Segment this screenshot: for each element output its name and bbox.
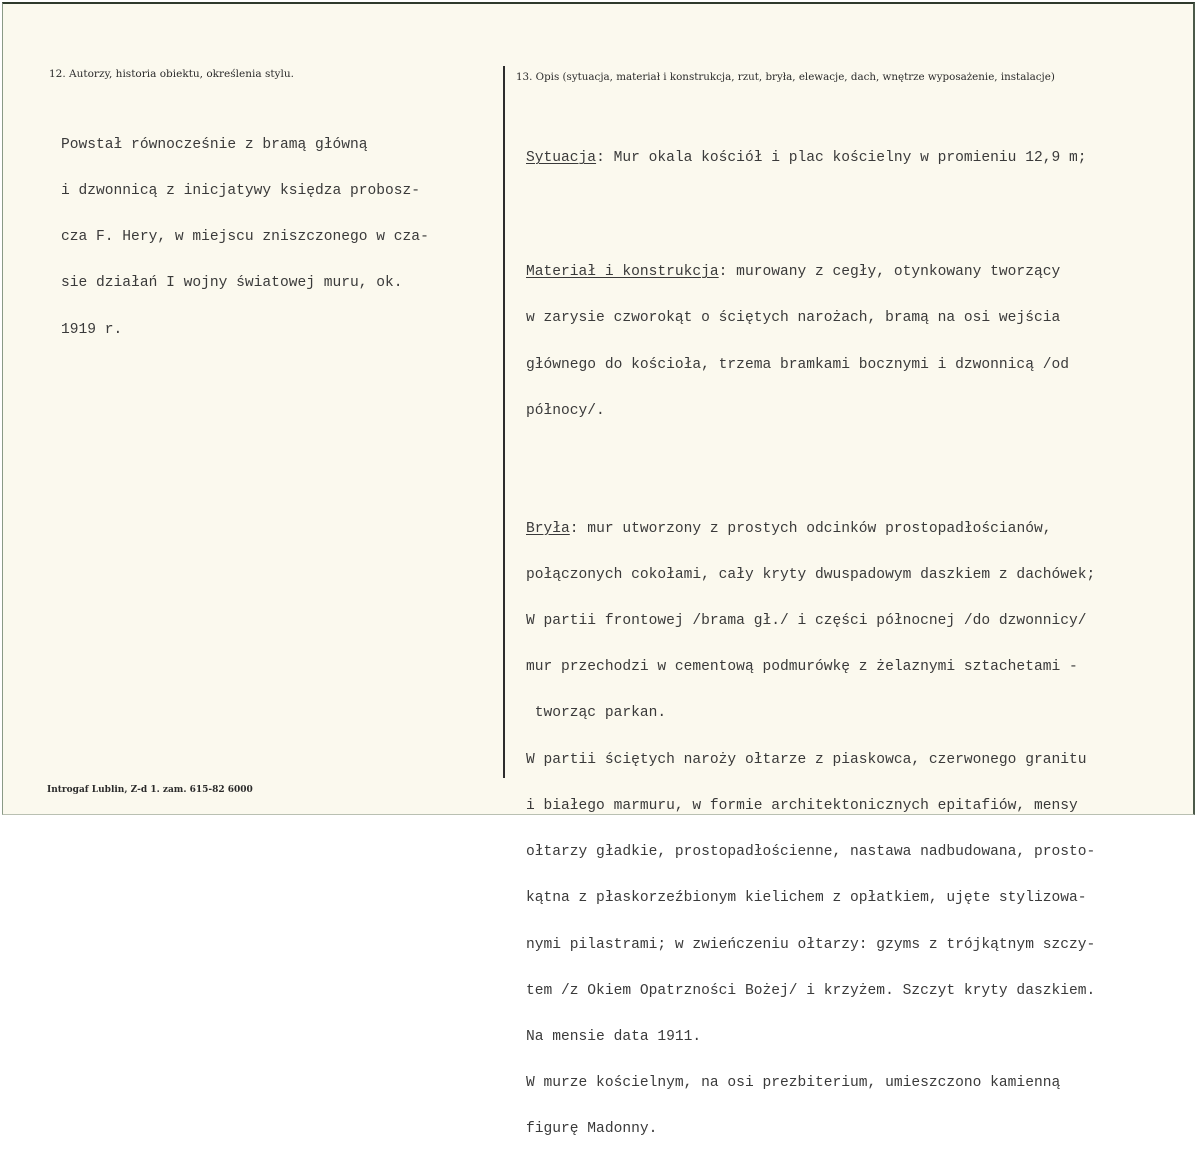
- text-line: kątna z płaskorzeźbionym kielichem z opłatkiem, ujęte stylizowa-: [526, 890, 1087, 907]
- text-line: północy/.: [526, 402, 605, 419]
- text-line: tem /z Okiem Opatrzności Bożej/ i krzyżem. Szczyt kryty daszkiem.: [526, 982, 1096, 999]
- text-line: cza F. Hery, w miejscu zniszczonego w cza-: [61, 229, 429, 246]
- text-line: figurę Madonny.: [526, 1121, 658, 1138]
- text-line: głównego do kościoła, trzema bramkami bocznymi i dzwonnicą /od: [526, 356, 1069, 373]
- printer-imprint: Introgaf Lublin, Z-d 1. zam. 615-82 6000: [47, 785, 253, 795]
- sytuacja-label: Sytuacja: [526, 150, 597, 167]
- bryla-line: [526, 522, 1095, 537]
- text-line: i białego marmuru, w formie architektonicznych epitafiów, mensy: [526, 797, 1078, 814]
- material-label: Materiał i konstrukcja: [526, 264, 719, 281]
- section-13-header: 13. Opis (sytuacja, materiał i konstrukcja, rzut, bryła, elewacje, dach, wnętrze wyposażenie, instalacje): [516, 71, 1055, 83]
- text-line: Na mensie data 1911.: [526, 1028, 702, 1045]
- text-line: tworząc parkan.: [526, 705, 667, 722]
- material-text: : murowany z cegły, otynkowany tworzący: [718, 264, 1061, 281]
- column-divider: [503, 66, 505, 778]
- record-card: [2, 2, 1195, 1138]
- text-line: W murze kościelnym, na osi prezbiterium, umieszczono kamienną: [526, 1075, 1061, 1092]
- bryla-label: Bryła: [526, 520, 570, 537]
- text-line: i dzwonnicą z inicjatywy księdza probosz-: [61, 183, 421, 200]
- text-line: 1919 r.: [61, 321, 123, 338]
- sytuacja-text: : Mur okala kościół i plac kościelny w promieniu 12,9 m;: [596, 150, 1087, 167]
- section-13-text: [526, 105, 1095, 1169]
- text-line: sie działań I wojny światowej muru, ok.: [61, 275, 403, 292]
- text-line: W partii ściętych naroży ołtarze z piaskowca, czerwonego granitu: [526, 751, 1087, 768]
- section-12-header: 12. Autorzy, historia obiektu, określenia stylu.: [49, 68, 294, 80]
- bryla-text: : mur utworzony z prostych odcinków prostopadłościanów,: [569, 520, 1052, 537]
- sytuacja-line: [526, 151, 1095, 166]
- text-line: W partii frontowej /brama gł./ i części północnej /do dzwonnicy/: [526, 613, 1087, 629]
- text-line: Powstał równocześnie z bramą główną: [61, 136, 368, 153]
- text-line: nymi pilastrami; w zwieńczeniu ołtarzy: gzyms z trójkątnym szczy-: [526, 936, 1096, 953]
- text-line: w zarysie czworokąt o ściętych narożach, bramą na osi wejścia: [526, 310, 1061, 327]
- text-line: mur przechodzi w cementową podmurówkę z żelaznymi sztachetami -: [526, 659, 1078, 676]
- section-12-text: [61, 107, 429, 369]
- text-line: ołtarzy gładkie, prostopadłościenne, nastawa nadbudowana, prosto-: [526, 844, 1096, 861]
- text-line: połączonych cokołami, cały kryty dwuspadowym daszkiem z dachówek;: [526, 566, 1096, 583]
- material-line: [526, 265, 1095, 280]
